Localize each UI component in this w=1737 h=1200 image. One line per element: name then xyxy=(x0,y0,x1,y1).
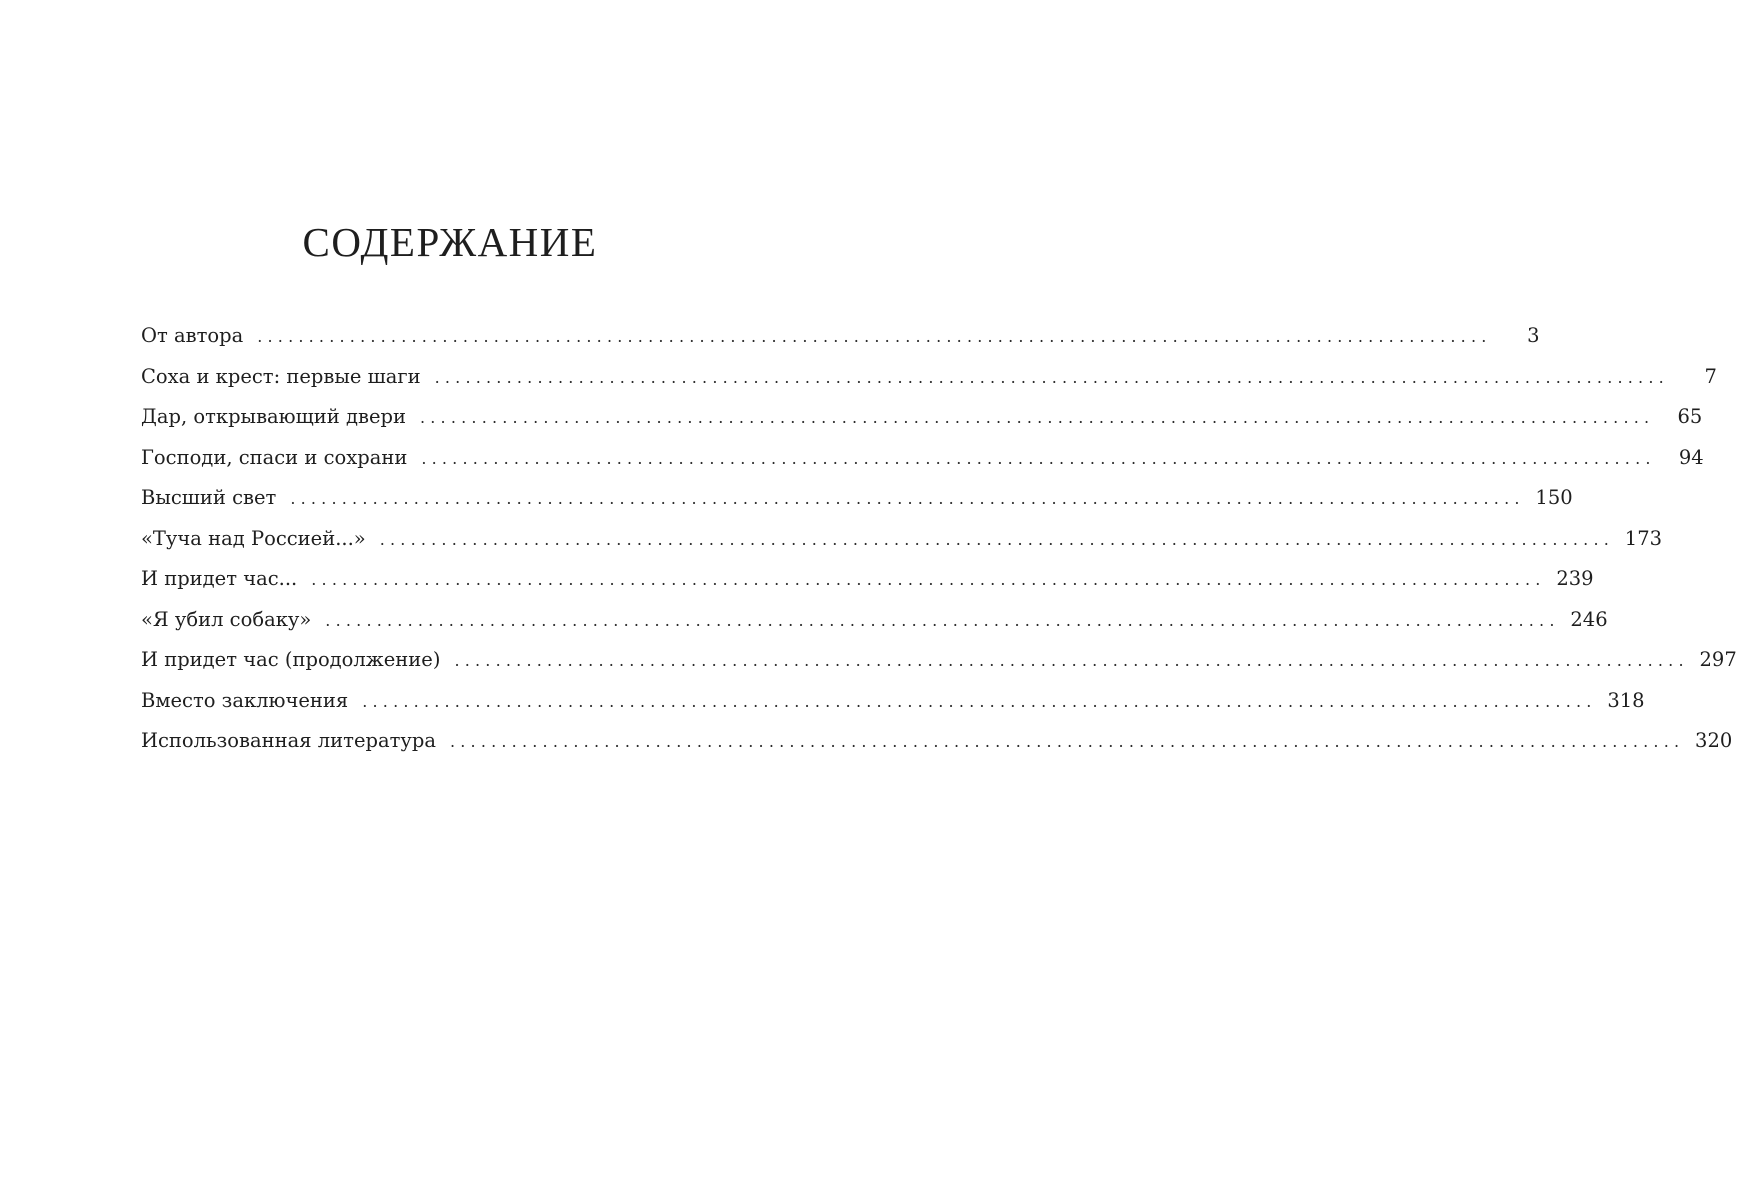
toc-entry-title: От автора xyxy=(141,324,244,347)
toc-entry xyxy=(141,397,1703,438)
toc-entry xyxy=(141,438,1704,479)
toc-entry-page-number: 3 xyxy=(1527,324,1540,347)
toc-entry-title: Вместо заключения xyxy=(141,688,349,712)
toc-entry-title: «Я убил собаку» xyxy=(141,607,312,631)
table-of-contents xyxy=(141,316,1737,762)
toc-entry-page-number: 65 xyxy=(1677,405,1703,428)
toc-entry-title: И придет час (продолжение) xyxy=(141,648,441,671)
toc-entry-title: Господи, спаси и сохрани xyxy=(141,445,408,469)
dot-leader: ........................................................................................................................ xyxy=(257,327,1492,346)
toc-entry xyxy=(141,357,1717,398)
toc-entry-page-number: 297 xyxy=(1699,648,1737,671)
toc-entry-page-number: 94 xyxy=(1678,445,1704,469)
toc-entry-page-number: 246 xyxy=(1570,607,1608,631)
toc-entry-page-number: 173 xyxy=(1624,526,1663,550)
toc-entry-page-number: 239 xyxy=(1556,567,1594,590)
dot-leader: ........................................................................................................................ xyxy=(454,651,1689,670)
dot-leader: ........................................................................................................................ xyxy=(421,448,1656,468)
toc-entry xyxy=(141,600,1608,641)
toc-entry-title: Дар, открывающий двери xyxy=(141,405,406,428)
dot-leader: ........................................................................................................................ xyxy=(419,408,1655,427)
dot-leader: ........................................................................................................................ xyxy=(379,529,1615,549)
dot-leader: ........................................................................................................................ xyxy=(311,570,1546,589)
page-title: СОДЕРЖАНИЕ xyxy=(302,219,598,265)
toc-entry xyxy=(141,478,1573,519)
toc-entry-title: Соха и крест: первые шаги xyxy=(141,364,421,388)
dot-leader: ........................................................................................................................ xyxy=(449,732,1685,751)
toc-entry xyxy=(141,721,1733,762)
dot-leader: ........................................................................................................................ xyxy=(290,489,1525,508)
toc-entry-page-number: 7 xyxy=(1704,364,1717,388)
dot-leader: ........................................................................................................................ xyxy=(362,691,1597,711)
toc-entry-title: Использованная литература xyxy=(141,729,436,752)
toc-entry-page-number: 150 xyxy=(1535,486,1573,509)
toc-entry xyxy=(141,640,1737,681)
toc-entry-title: И придет час... xyxy=(141,567,298,590)
toc-entry xyxy=(141,316,1540,357)
toc-entry-page-number: 320 xyxy=(1695,729,1733,752)
toc-entry xyxy=(141,559,1594,600)
toc-entry xyxy=(141,519,1663,560)
toc-entry-title: Высший свет xyxy=(141,486,277,509)
toc-entry-page-number: 318 xyxy=(1607,688,1645,712)
dot-leader: ........................................................................................................................ xyxy=(325,610,1560,630)
toc-entry xyxy=(141,681,1645,722)
toc-entry-title: «Туча над Россией...» xyxy=(141,526,366,550)
dot-leader: ........................................................................................................................ xyxy=(434,367,1669,387)
